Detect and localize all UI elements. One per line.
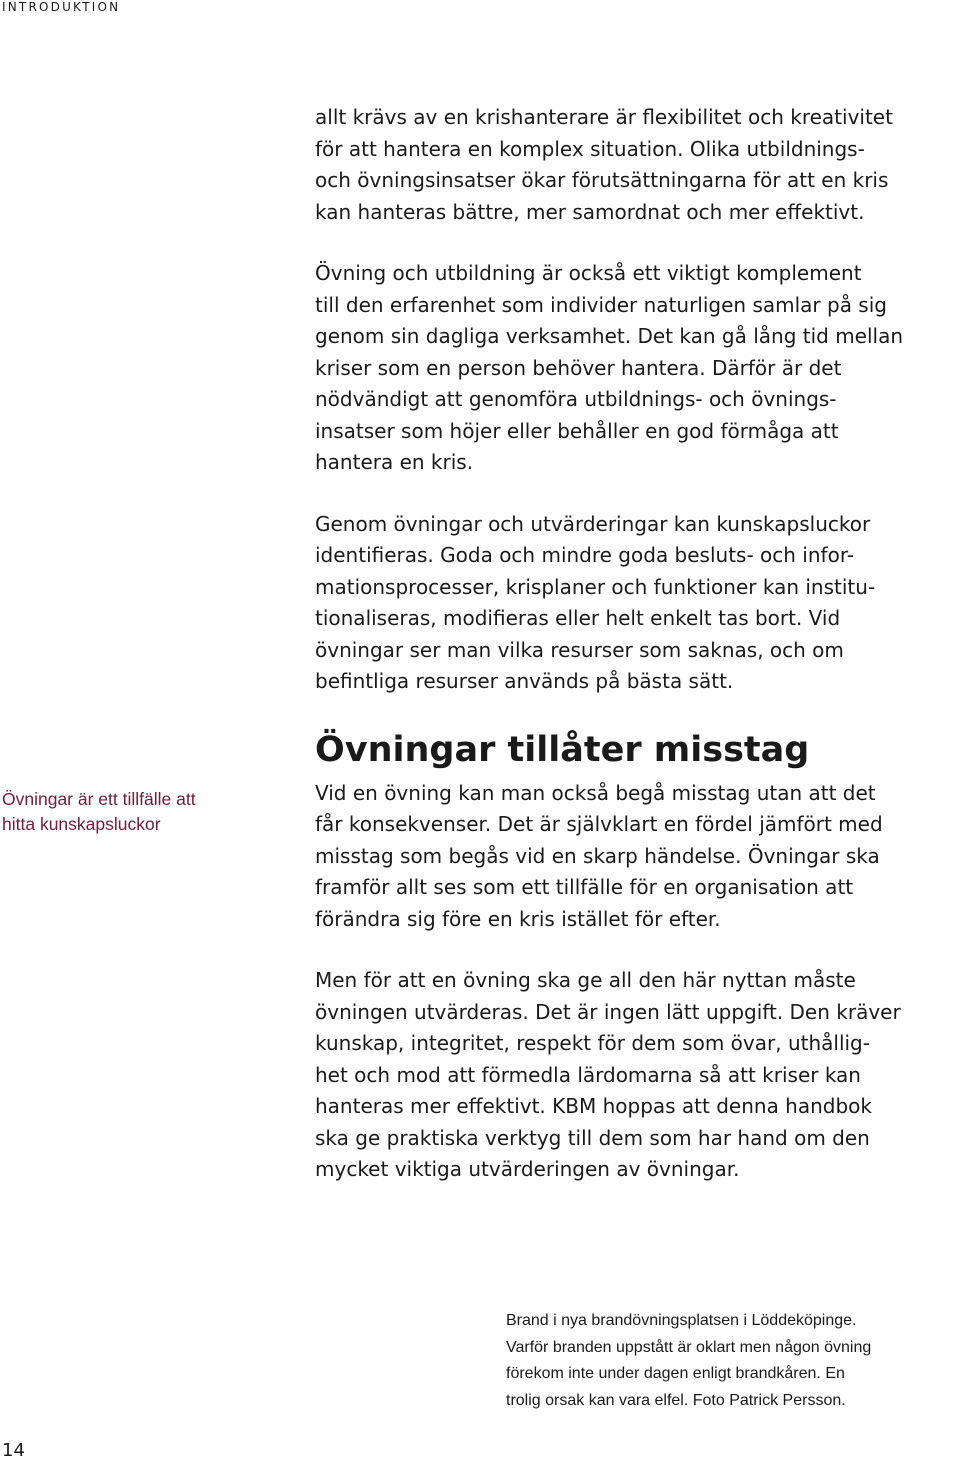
body-paragraph bbox=[315, 509, 955, 698]
text-line: tionaliseras, modifieras eller helt enkelt tas bort. Vid bbox=[315, 606, 841, 630]
pull-quote-line: Övningar är ett tillfälle att bbox=[2, 789, 196, 809]
caption-line: Varför branden uppstått är oklart men någon övning bbox=[506, 1338, 872, 1356]
text-line: identifieras. Goda och mindre goda besluts- och infor- bbox=[315, 543, 854, 567]
text-line: får konsekvenser. Det är självklart en fördel jämfört med bbox=[315, 812, 883, 836]
text-line: allt krävs av en krishanterare är flexibilitet och kreativitet bbox=[315, 105, 893, 129]
pull-quote-line: hitta kunskapsluckor bbox=[2, 814, 161, 834]
text-line: för att hantera en komplex situation. Olika utbildnings- bbox=[315, 136, 865, 161]
caption-line: förekom inte under dagen enligt brandkåren. En bbox=[506, 1365, 845, 1382]
text-line: övningar ser man vilka resurser som saknas, och om bbox=[315, 637, 844, 662]
text-line: hanteras mer effektivt. KBM hoppas att denna handbok bbox=[315, 1094, 873, 1118]
body-paragraph bbox=[315, 965, 955, 1186]
text-line: Vid en övning kan man också begå misstag utan att det bbox=[315, 780, 876, 805]
photo-caption bbox=[506, 1308, 958, 1414]
text-line: hantera en kris. bbox=[315, 450, 474, 474]
text-line: framför allt ses som ett tillfälle för en organisation att bbox=[315, 875, 854, 899]
text-line: genom sin dagliga verksamhet. Det kan gå lång tid mellan bbox=[315, 324, 904, 348]
text-line: ska ge praktiska verktyg till dem som har hand om den bbox=[315, 1125, 870, 1150]
text-line: och övningsinsatser ökar förutsättningarna för att en kris bbox=[315, 168, 889, 192]
text-line: förändra sig före en kris istället för efter. bbox=[315, 906, 721, 931]
text-line: insatser som höjer eller behåller en god förmåga att bbox=[315, 418, 839, 443]
text-line: kan hanteras bättre, mer samordnat och mer effektivt. bbox=[315, 199, 865, 224]
text-line: mationsprocesser, krisplaner och funktioner kan institu- bbox=[315, 574, 876, 599]
text-line: Men för att en övning ska ge all den här nyttan måste bbox=[315, 968, 856, 992]
text-line: mycket viktiga utvärderingen av övningar. bbox=[315, 1157, 740, 1181]
text-line: nödvändigt att genomföra utbildnings- och övnings- bbox=[315, 387, 837, 411]
text-line: befintliga resurser används på bästa sätt. bbox=[315, 669, 734, 693]
text-line: het och mod att förmedla lärdomarna så att kriser kan bbox=[315, 1062, 861, 1087]
text-line: Genom övningar och utvärderingar kan kunskapsluckor bbox=[315, 511, 871, 536]
body-paragraph bbox=[315, 258, 955, 479]
caption-line: trolig orsak kan vara elfel. Foto Patrick Persson. bbox=[506, 1391, 846, 1409]
text-line: övningen utvärderas. Det är ingen lätt uppgift. Den kräver bbox=[315, 999, 901, 1024]
text-line: Övning och utbildning är också ett viktigt komplement bbox=[315, 261, 862, 285]
running-head: INTRODUKTION bbox=[2, 0, 121, 14]
page-number: 14 bbox=[2, 1440, 25, 1461]
main-column bbox=[315, 102, 955, 1216]
section-heading: Övningar tillåter misstag bbox=[315, 729, 810, 770]
body-paragraph bbox=[315, 778, 955, 936]
pull-quote bbox=[2, 787, 262, 837]
text-line: kriser som en person behöver hantera. Därför är det bbox=[315, 355, 842, 380]
body-paragraph bbox=[315, 102, 955, 228]
text-line: till den erfarenhet som individer naturligen samlar på sig bbox=[315, 292, 887, 317]
text-line: kunskap, integritet, respekt för dem som övar, uthållig- bbox=[315, 1031, 870, 1055]
text-line: misstag som begås vid en skarp händelse. Övningar ska bbox=[315, 843, 880, 868]
caption-line: Brand i nya brandövningsplatsen i Löddeköpinge. bbox=[506, 1312, 857, 1329]
